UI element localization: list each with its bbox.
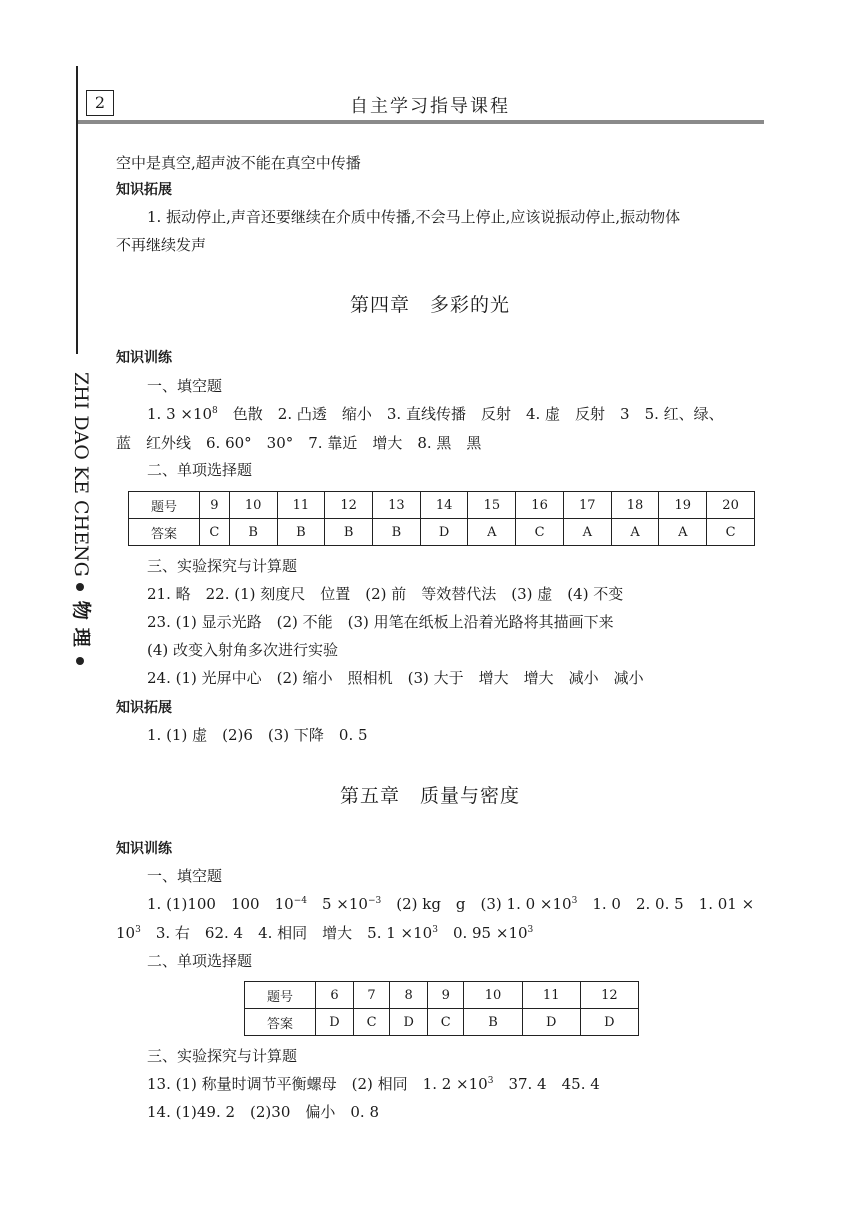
side-vertical-text bbox=[60, 372, 104, 792]
answer-cell: A bbox=[468, 519, 516, 546]
ch5-fill-1-c-sup: 3 bbox=[571, 896, 578, 906]
ch5-exp-13-b: 37. 4 45. 4 bbox=[493, 1075, 600, 1093]
ch5-exp-14: 14. (1)49. 2 (2)30 偏小 0. 8 bbox=[147, 1103, 379, 1121]
ch5-answer-row bbox=[245, 1009, 639, 1036]
question-number-cell: 7 bbox=[353, 982, 389, 1009]
ch5-exp-13-sup: 3 bbox=[487, 1076, 494, 1086]
question-number-cell: 6 bbox=[316, 982, 354, 1009]
ch5-fill-line-2 bbox=[116, 923, 533, 943]
side-dot-1 bbox=[76, 583, 84, 591]
ch4-fill-1-sup: 8 bbox=[212, 406, 218, 416]
question-number-cell: 16 bbox=[516, 492, 564, 519]
ch4-fill-1-post: 色散 2. 凸透 缩小 3. 直线传播 反射 4. 虚 反射 3 5. 红、绿、 bbox=[217, 405, 724, 423]
side-latin-text: ZHI DAO KE CHENG bbox=[70, 372, 92, 577]
answer-cell: C bbox=[353, 1009, 389, 1036]
ch4-choice-heading: 二、单项选择题 bbox=[147, 461, 253, 479]
ch4-exp-heading: 三、实验探究与计算题 bbox=[147, 557, 298, 575]
ch5-fill-2-c: 0. 95 ×10 bbox=[437, 924, 528, 942]
intro-item-1b: 不再继续发声 bbox=[116, 236, 207, 254]
ch4-exp-24: 24. (1) 光屏中心 (2) 缩小 照相机 (3) 大于 增大 增大 减小 减小 bbox=[147, 669, 644, 687]
answer-cell: B bbox=[464, 1009, 522, 1036]
table-label-number: 题号 bbox=[245, 982, 316, 1009]
side-subject-2: 理 bbox=[70, 627, 92, 647]
question-number-cell: 12 bbox=[580, 982, 638, 1009]
question-number-cell: 10 bbox=[464, 982, 522, 1009]
answer-cell: A bbox=[611, 519, 659, 546]
question-number-cell: 19 bbox=[659, 492, 707, 519]
ch5-fill-1-a: 1. (1)100 100 10 bbox=[147, 895, 294, 913]
answer-cell: A bbox=[659, 519, 707, 546]
question-number-cell: 15 bbox=[468, 492, 516, 519]
ch5-fill-1-a-sup: −4 bbox=[293, 896, 307, 906]
ch4-answer-table bbox=[128, 491, 755, 546]
answer-cell: B bbox=[373, 519, 421, 546]
answer-cell: B bbox=[325, 519, 373, 546]
ch5-answer-table bbox=[244, 981, 639, 1036]
ch5-fill-2-b: 3. 右 62. 4 4. 相同 增大 5. 1 ×10 bbox=[140, 924, 433, 942]
side-subject-1: 物 bbox=[70, 600, 92, 620]
header-rule bbox=[78, 120, 764, 124]
ch4-number-row bbox=[129, 492, 755, 519]
answer-cell: D bbox=[580, 1009, 638, 1036]
ch5-fill-1-d: 1. 0 2. 0. 5 1. 01 × bbox=[577, 895, 755, 913]
answer-cell: D bbox=[522, 1009, 580, 1036]
ch4-exp-23b: (4) 改变入射角多次进行实验 bbox=[147, 641, 339, 659]
answer-cell: C bbox=[428, 1009, 464, 1036]
question-number-cell: 14 bbox=[420, 492, 468, 519]
ch5-choice-heading: 二、单项选择题 bbox=[147, 952, 253, 970]
answer-cell: C bbox=[707, 519, 755, 546]
question-number-cell: 20 bbox=[707, 492, 755, 519]
answer-cell: A bbox=[563, 519, 611, 546]
question-number-cell: 11 bbox=[277, 492, 325, 519]
question-number-cell: 8 bbox=[390, 982, 428, 1009]
ch4-train-heading: 知识训练 bbox=[116, 350, 172, 366]
ch5-exp-13-a: 13. (1) 称量时调节平衡螺母 (2) 相同 1. 2 ×10 bbox=[147, 1075, 488, 1093]
ch5-fill-1-b: 5 ×10 bbox=[306, 895, 368, 913]
ch4-ext-1: 1. (1) 虚 (2)6 (3) 下降 0. 5 bbox=[147, 726, 368, 744]
ch4-answer-row bbox=[129, 519, 755, 546]
question-number-cell: 12 bbox=[325, 492, 373, 519]
intro-item-1a: 1. 振动停止,声音还要继续在介质中传播,不会马上停止,应该说振动停止,振动物体 bbox=[147, 208, 681, 226]
answer-cell: C bbox=[200, 519, 230, 546]
question-number-cell: 17 bbox=[563, 492, 611, 519]
ch5-exp-13 bbox=[147, 1074, 600, 1094]
ch4-ext-heading: 知识拓展 bbox=[116, 700, 172, 716]
ch5-fill-1-c: (2) kg g (3) 1. 0 ×10 bbox=[381, 895, 572, 913]
side-dot-2 bbox=[76, 657, 84, 665]
ch4-fill-1-pre: 1. 3 ×10 bbox=[147, 405, 213, 423]
answer-cell: D bbox=[316, 1009, 354, 1036]
ch5-fill-line-1 bbox=[147, 894, 754, 914]
table-label-answer: 答案 bbox=[129, 519, 200, 546]
ch5-fill-2-b-sup: 3 bbox=[432, 925, 438, 935]
table-label-number: 题号 bbox=[129, 492, 200, 519]
ch5-fill-2-a: 10 bbox=[116, 924, 136, 942]
intro-ext-heading: 知识拓展 bbox=[116, 182, 172, 198]
ch5-fill-2-a-sup: 3 bbox=[135, 925, 141, 935]
running-header-title: 自主学习指导课程 bbox=[350, 96, 510, 117]
ch4-fill-heading: 一、填空题 bbox=[147, 377, 223, 395]
question-number-cell: 11 bbox=[522, 982, 580, 1009]
table-label-answer: 答案 bbox=[245, 1009, 316, 1036]
ch4-fill-line-2: 蓝 红外线 6. 60° 30° 7. 靠近 增大 8. 黑 黑 bbox=[116, 434, 482, 452]
chapter4-title: 第四章 多彩的光 bbox=[349, 294, 510, 316]
question-number-cell: 10 bbox=[229, 492, 277, 519]
intro-line: 空中是真空,超声波不能在真空中传播 bbox=[116, 154, 361, 172]
ch5-exp-heading: 三、实验探究与计算题 bbox=[147, 1047, 298, 1065]
chapter5-title: 第五章 质量与密度 bbox=[339, 785, 520, 807]
ch5-fill-heading: 一、填空题 bbox=[147, 867, 223, 885]
ch5-fill-2-c-sup: 3 bbox=[527, 925, 534, 935]
ch4-exp-21: 21. 略 22. (1) 刻度尺 位置 (2) 前 等效替代法 (3) 虚 (4) 不变 bbox=[147, 585, 624, 603]
answer-cell: C bbox=[516, 519, 564, 546]
answer-cell: D bbox=[390, 1009, 428, 1036]
answer-cell: D bbox=[420, 519, 468, 546]
question-number-cell: 9 bbox=[428, 982, 464, 1009]
ch5-train-heading: 知识训练 bbox=[116, 841, 172, 857]
answer-cell: B bbox=[229, 519, 277, 546]
question-number-cell: 18 bbox=[611, 492, 659, 519]
page-number: 2 bbox=[86, 90, 114, 116]
ch5-number-row bbox=[245, 982, 639, 1009]
question-number-cell: 9 bbox=[200, 492, 230, 519]
answer-cell: B bbox=[277, 519, 325, 546]
ch4-exp-23a: 23. (1) 显示光路 (2) 不能 (3) 用笔在纸板上沿着光路将其描画下来 bbox=[147, 613, 614, 631]
ch5-fill-1-b-sup: −3 bbox=[367, 896, 382, 906]
question-number-cell: 13 bbox=[373, 492, 421, 519]
ch4-fill-line-1 bbox=[147, 404, 724, 424]
